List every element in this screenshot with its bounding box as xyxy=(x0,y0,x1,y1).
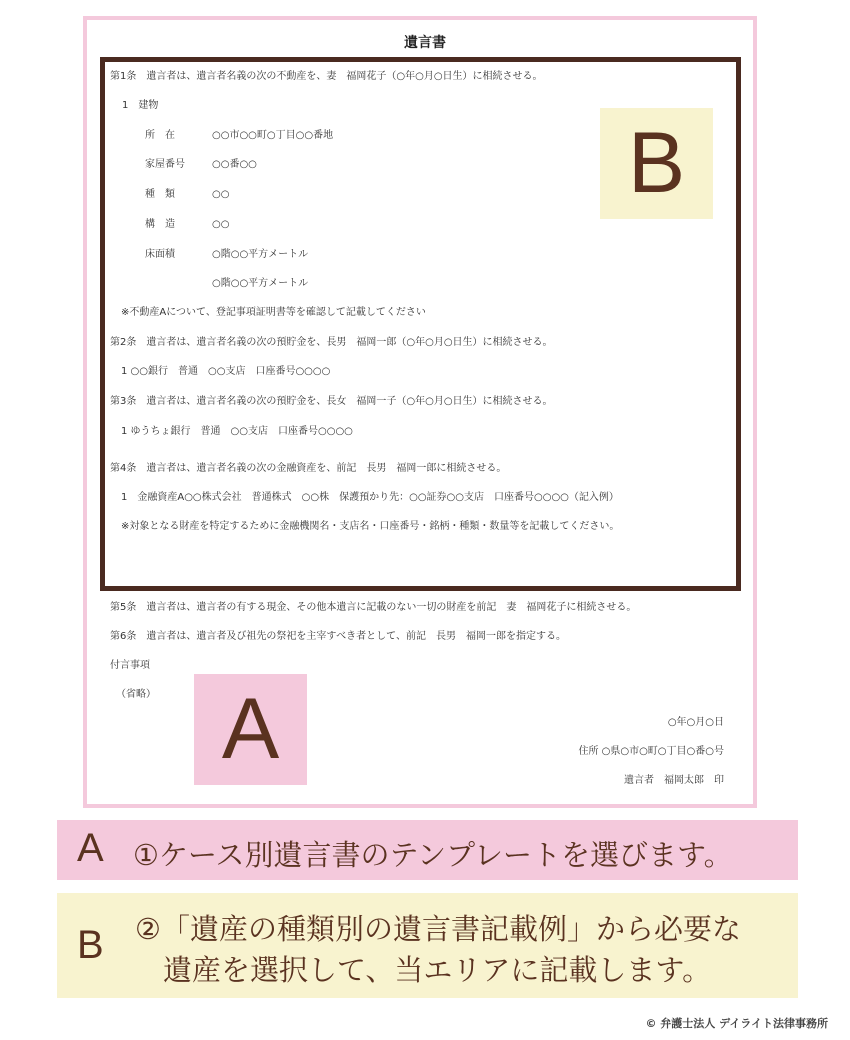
article-2-item: 1 ○○銀行 普通 ○○支店 口座番号○○○○ xyxy=(121,366,331,377)
area-b-label: B xyxy=(600,108,713,219)
testator-signature: 遺言者 福岡太郎 印 xyxy=(624,775,724,786)
house-number-label: 家屋番号 xyxy=(145,159,185,170)
supplementary-heading: 付言事項 xyxy=(110,660,150,671)
note-real-estate: ※不動産Aについて、登記事項証明書等を確認して記載してください xyxy=(121,307,426,318)
supplementary-omitted: （省略） xyxy=(116,689,156,700)
location-value: ○○市○○町○丁目○○番地 xyxy=(212,130,334,141)
document-title: 遺言書 xyxy=(404,35,446,51)
article-5: 第5条 遺言者は、遺言者の有する現金、その他本遺言に記載のない一切の財産を前記 妻 福岡花子に相続させる。 xyxy=(110,602,637,613)
article-3-item: 1 ゆうちょ銀行 普通 ○○支店 口座番号○○○○ xyxy=(121,426,353,437)
band-a xyxy=(57,820,798,880)
building-heading: 1 建物 xyxy=(122,100,159,111)
document-date: ○年○月○日 xyxy=(667,717,724,728)
floor-area-value-2: ○階○○平方メートル xyxy=(212,278,309,289)
article-1: 第1条 遺言者は、遺言者名義の次の不動産を、妻 福岡花子（○年○月○日生）に相続させる。 xyxy=(110,71,543,82)
testator-address: 住所 ○県○市○町○丁目○番○号 xyxy=(578,746,724,757)
structure-label: 構 造 xyxy=(145,219,175,230)
area-a-label: A xyxy=(194,674,307,785)
floor-area-label: 床面積 xyxy=(145,249,175,260)
article-2: 第2条 遺言者は、遺言者名義の次の預貯金を、長男 福岡一郎（○年○月○日生）に相続させる。 xyxy=(110,337,553,348)
type-label: 種 類 xyxy=(145,189,175,200)
band-b-text-line2: 遺産を選択して、当エリアに記載します。 xyxy=(163,953,712,987)
location-label: 所 在 xyxy=(145,130,175,141)
band-a-letter: A xyxy=(77,826,104,870)
floor-area-value-1: ○階○○平方メートル xyxy=(212,249,309,260)
article-4-item: 1 金融資産A○○株式会社 普通株式 ○○株 保護預かり先：○○証券○○支店 口座番号○○○○（記入例） xyxy=(121,492,619,503)
article-3: 第3条 遺言者は、遺言者名義の次の預貯金を、長女 福岡一子（○年○月○日生）に相続させる。 xyxy=(110,396,553,407)
article-4: 第4条 遺言者は、遺言者名義の次の金融資産を、前記 長男 福岡一郎に相続させる。 xyxy=(110,463,507,474)
copyright-notice: © 弁護士法人 デイライト法律事務所 xyxy=(645,1017,828,1030)
band-b-text-line1: ②「遺産の種類別の遺言書記載例」から必要な xyxy=(135,912,741,946)
note-financial: ※対象となる財産を特定するために金融機関名・支店名・口座番号・銘柄・種類・数量等を記載してください。 xyxy=(121,521,620,532)
type-value: ○○ xyxy=(212,189,230,200)
band-b-letter: B xyxy=(77,923,104,967)
band-b xyxy=(57,893,798,998)
structure-value: ○○ xyxy=(212,219,230,230)
house-number-value: ○○番○○ xyxy=(212,159,257,170)
article-6: 第6条 遺言者は、遺言者及び祖先の祭祀を主宰すべき者として、前記 長男 福岡一郎を指定する。 xyxy=(110,631,566,642)
band-a-text: ①ケース別遺言書のテンプレートを選びます。 xyxy=(133,838,733,872)
